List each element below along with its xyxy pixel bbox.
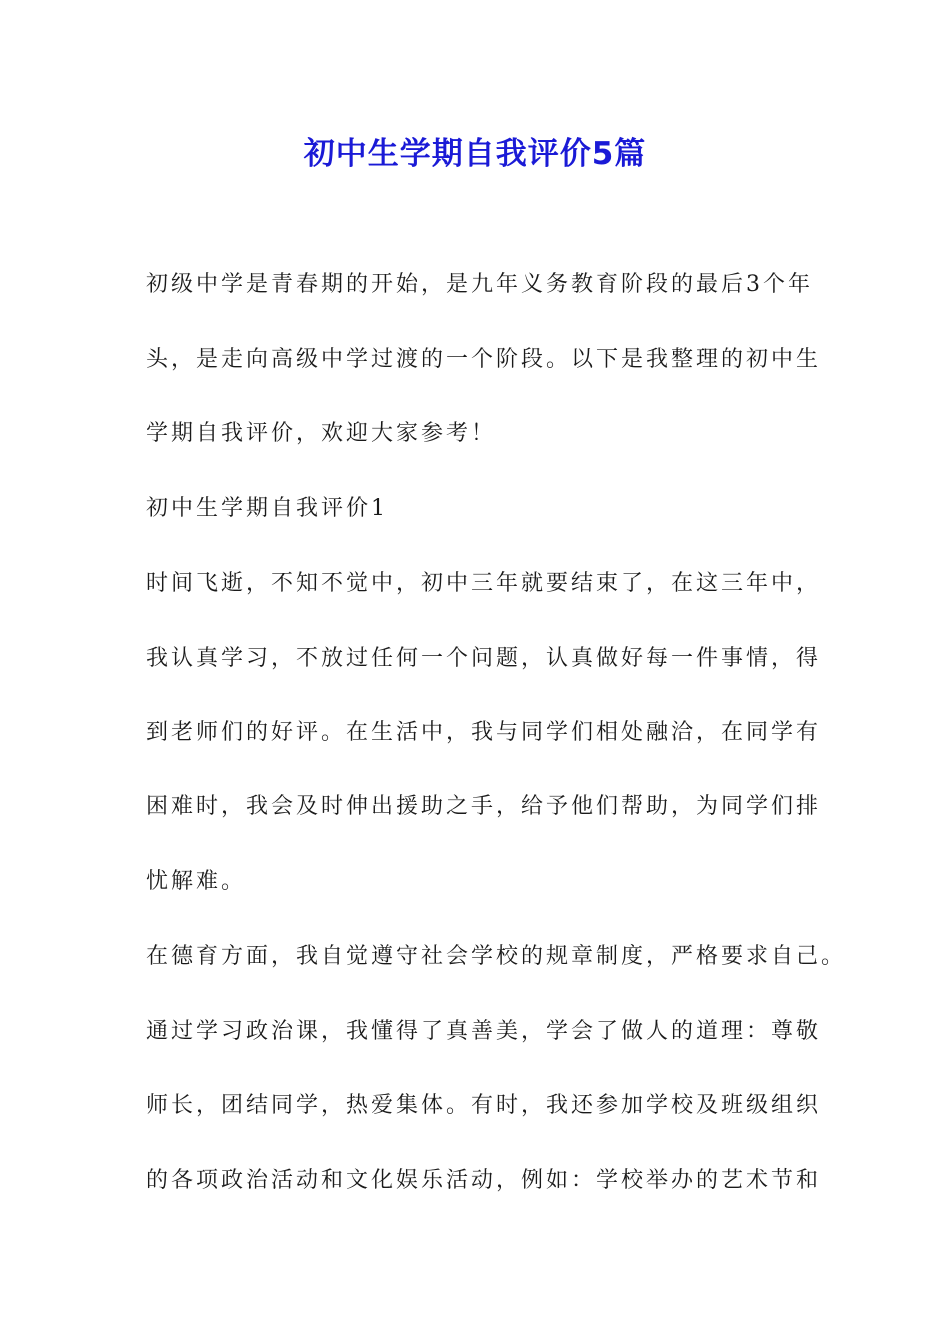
paragraph-line-7: 通过学习政治课，我懂得了真善美，学会了做人的道理：尊敬 (146, 1019, 822, 1044)
paragraph-line-9: 的各项政治活动和文化娱乐活动，例如：学校举办的艺术节和 (146, 1168, 822, 1193)
document-title: 初中生学期自我评价5篇 (303, 136, 647, 172)
paragraph-line-4: 困难时，我会及时伸出援助之手，给予他们帮助，为同学们排 (146, 794, 822, 819)
intro-line-3: 学期自我评价，欢迎大家参考！ (146, 421, 497, 446)
paragraph-line-2: 我认真学习，不放过任何一个问题，认真做好每一件事情，得 (146, 646, 822, 671)
paragraph-line-6: 在德育方面，我自觉遵守社会学校的规章制度，严格要求自己。 (146, 944, 847, 969)
section-heading-1: 初中生学期自我评价1 (146, 496, 388, 521)
paragraph-line-1: 时间飞逝，不知不觉中，初中三年就要结束了，在这三年中， (146, 571, 822, 596)
paragraph-line-8: 师长，团结同学，热爱集体。有时，我还参加学校及班级组织 (146, 1093, 822, 1118)
intro-line-1: 初级中学是青春期的开始，是九年义务教育阶段的最后3个年 (146, 272, 813, 297)
paragraph-line-5: 忧解难。 (146, 869, 247, 894)
paragraph-line-3: 到老师们的好评。在生活中，我与同学们相处融洽，在同学有 (146, 720, 822, 745)
intro-line-2: 头，是走向高级中学过渡的一个阶段。以下是我整理的初中生 (146, 347, 822, 372)
